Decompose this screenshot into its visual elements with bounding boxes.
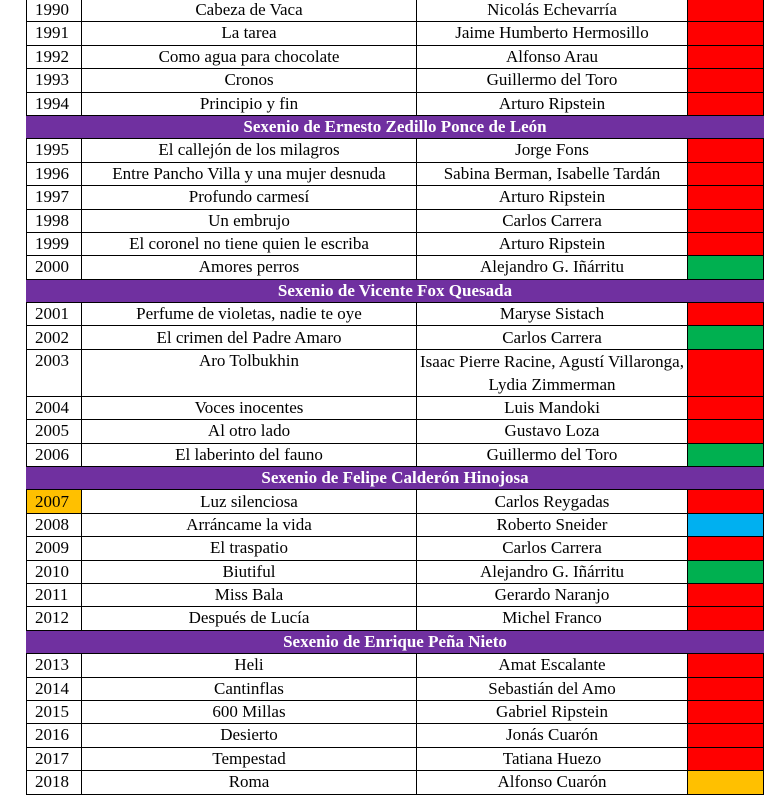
director-cell: Amat Escalante [417, 654, 688, 677]
title-cell: Después de Lucía [82, 607, 417, 630]
film-row [27, 92, 764, 115]
year-cell: 2002 [27, 326, 82, 349]
year-cell: 1993 [27, 69, 82, 92]
year-cell: 1994 [27, 92, 82, 115]
status-color-swatch [688, 232, 764, 255]
director-cell: Alejandro G. Iñárritu [417, 256, 688, 279]
film-row [27, 420, 764, 443]
status-color-swatch [688, 256, 764, 279]
film-row [27, 583, 764, 606]
year-cell: 2004 [27, 396, 82, 419]
director-cell: Roberto Sneider [417, 513, 688, 536]
director-cell: Alfonso Cuarón [417, 771, 688, 794]
director-cell: Luis Mandoki [417, 396, 688, 419]
film-row [27, 232, 764, 255]
title-cell: Aro Tolbukhin [82, 349, 417, 396]
year-cell: 1992 [27, 45, 82, 68]
title-cell: Miss Bala [82, 583, 417, 606]
status-color-swatch [688, 162, 764, 185]
film-row [27, 139, 764, 162]
year-cell: 2005 [27, 420, 82, 443]
director-cell: Arturo Ripstein [417, 92, 688, 115]
year-cell: 2007 [27, 490, 82, 513]
film-row [27, 560, 764, 583]
title-cell: Voces inocentes [82, 396, 417, 419]
film-row [27, 607, 764, 630]
status-color-swatch [688, 326, 764, 349]
title-cell: Profundo carmesí [82, 186, 417, 209]
status-color-swatch [688, 607, 764, 630]
status-color-swatch [688, 537, 764, 560]
film-row [27, 724, 764, 747]
year-cell: 2000 [27, 256, 82, 279]
director-cell: Sabina Berman, Isabelle Tardán [417, 162, 688, 185]
status-color-swatch [688, 92, 764, 115]
status-color-swatch [688, 349, 764, 396]
status-color-swatch [688, 560, 764, 583]
director-cell: Alejandro G. Iñárritu [417, 560, 688, 583]
year-cell: 2001 [27, 303, 82, 326]
sexenio-header-row [27, 467, 764, 490]
year-cell: 2009 [27, 537, 82, 560]
title-cell: Desierto [82, 724, 417, 747]
director-cell: Carlos Carrera [417, 326, 688, 349]
year-cell: 1998 [27, 209, 82, 232]
title-cell: El coronel no tiene quien le escriba [82, 232, 417, 255]
director-cell: Gustavo Loza [417, 420, 688, 443]
title-cell: El callejón de los milagros [82, 139, 417, 162]
status-color-swatch [688, 186, 764, 209]
sexenio-header-row [27, 630, 764, 653]
title-cell: Principio y fin [82, 92, 417, 115]
year-cell: 2016 [27, 724, 82, 747]
film-row [27, 771, 764, 794]
year-cell: 2015 [27, 700, 82, 723]
status-color-swatch [688, 654, 764, 677]
status-color-swatch [688, 747, 764, 770]
title-cell: El traspatio [82, 537, 417, 560]
film-row [27, 0, 764, 22]
year-cell: 2008 [27, 513, 82, 536]
status-color-swatch [688, 45, 764, 68]
status-color-swatch [688, 771, 764, 794]
year-cell: 2010 [27, 560, 82, 583]
film-row [27, 186, 764, 209]
year-cell: 2011 [27, 583, 82, 606]
director-cell: Isaac Pierre Racine, Agustí Villaronga, Lydia Zimmerman [417, 349, 688, 396]
year-cell: 2006 [27, 443, 82, 466]
director-cell: Arturo Ripstein [417, 232, 688, 255]
sexenio-header-label: Sexenio de Ernesto Zedillo Ponce de León [27, 115, 764, 138]
sexenio-header-row [27, 279, 764, 302]
director-cell: Tatiana Huezo [417, 747, 688, 770]
title-cell: Entre Pancho Villa y una mujer desnuda [82, 162, 417, 185]
director-cell: Guillermo del Toro [417, 69, 688, 92]
title-cell: Cantinflas [82, 677, 417, 700]
status-color-swatch [688, 209, 764, 232]
title-cell: El laberinto del fauno [82, 443, 417, 466]
title-cell: Perfume de violetas, nadie te oye [82, 303, 417, 326]
title-cell: Amores perros [82, 256, 417, 279]
status-color-swatch [688, 396, 764, 419]
film-row [27, 747, 764, 770]
film-row [27, 490, 764, 513]
status-color-swatch [688, 69, 764, 92]
status-color-swatch [688, 22, 764, 45]
status-color-swatch [688, 420, 764, 443]
year-cell: 1995 [27, 139, 82, 162]
title-cell: Un embrujo [82, 209, 417, 232]
director-cell: Gerardo Naranjo [417, 583, 688, 606]
films-table-body [27, 0, 764, 794]
film-row [27, 349, 764, 396]
year-cell: 1991 [27, 22, 82, 45]
director-cell: Guillermo del Toro [417, 443, 688, 466]
film-row [27, 326, 764, 349]
film-row [27, 22, 764, 45]
director-cell: Gabriel Ripstein [417, 700, 688, 723]
sexenio-header-label: Sexenio de Vicente Fox Quesada [27, 279, 764, 302]
year-cell: 2012 [27, 607, 82, 630]
film-row [27, 45, 764, 68]
director-cell: Nicolás Echevarría [417, 0, 688, 22]
film-row [27, 677, 764, 700]
title-cell: Luz silenciosa [82, 490, 417, 513]
director-cell: Maryse Sistach [417, 303, 688, 326]
director-cell: Carlos Reygadas [417, 490, 688, 513]
status-color-swatch [688, 724, 764, 747]
director-cell: Carlos Carrera [417, 209, 688, 232]
director-cell: Arturo Ripstein [417, 186, 688, 209]
status-color-swatch [688, 513, 764, 536]
title-cell: Como agua para chocolate [82, 45, 417, 68]
film-row [27, 654, 764, 677]
director-cell: Carlos Carrera [417, 537, 688, 560]
film-row [27, 513, 764, 536]
sexenio-header-label: Sexenio de Felipe Calderón Hinojosa [27, 467, 764, 490]
status-color-swatch [688, 583, 764, 606]
sexenio-header-row [27, 115, 764, 138]
film-row [27, 209, 764, 232]
year-cell: 2018 [27, 771, 82, 794]
film-row [27, 443, 764, 466]
director-cell: Jorge Fons [417, 139, 688, 162]
film-row [27, 256, 764, 279]
title-cell: El crimen del Padre Amaro [82, 326, 417, 349]
director-cell: Michel Franco [417, 607, 688, 630]
director-cell: Sebastián del Amo [417, 677, 688, 700]
status-color-swatch [688, 139, 764, 162]
status-color-swatch [688, 0, 764, 22]
title-cell: Al otro lado [82, 420, 417, 443]
year-cell: 1997 [27, 186, 82, 209]
director-cell: Jaime Humberto Hermosillo [417, 22, 688, 45]
year-cell: 2013 [27, 654, 82, 677]
title-cell: 600 Millas [82, 700, 417, 723]
year-cell: 2017 [27, 747, 82, 770]
status-color-swatch [688, 303, 764, 326]
film-row [27, 69, 764, 92]
director-cell: Jonás Cuarón [417, 724, 688, 747]
film-row [27, 537, 764, 560]
year-cell: 1999 [27, 232, 82, 255]
sexenio-header-label: Sexenio de Enrique Peña Nieto [27, 630, 764, 653]
film-row [27, 303, 764, 326]
year-cell: 1990 [27, 0, 82, 22]
title-cell: Cabeza de Vaca [82, 0, 417, 22]
year-cell: 1996 [27, 162, 82, 185]
status-color-swatch [688, 443, 764, 466]
status-color-swatch [688, 677, 764, 700]
title-cell: Roma [82, 771, 417, 794]
year-cell: 2003 [27, 349, 82, 396]
title-cell: Heli [82, 654, 417, 677]
status-color-swatch [688, 700, 764, 723]
title-cell: La tarea [82, 22, 417, 45]
films-table [26, 0, 764, 795]
film-row [27, 700, 764, 723]
film-row [27, 396, 764, 419]
director-cell: Alfonso Arau [417, 45, 688, 68]
year-cell: 2014 [27, 677, 82, 700]
title-cell: Cronos [82, 69, 417, 92]
title-cell: Biutiful [82, 560, 417, 583]
title-cell: Arráncame la vida [82, 513, 417, 536]
title-cell: Tempestad [82, 747, 417, 770]
film-row [27, 162, 764, 185]
status-color-swatch [688, 490, 764, 513]
